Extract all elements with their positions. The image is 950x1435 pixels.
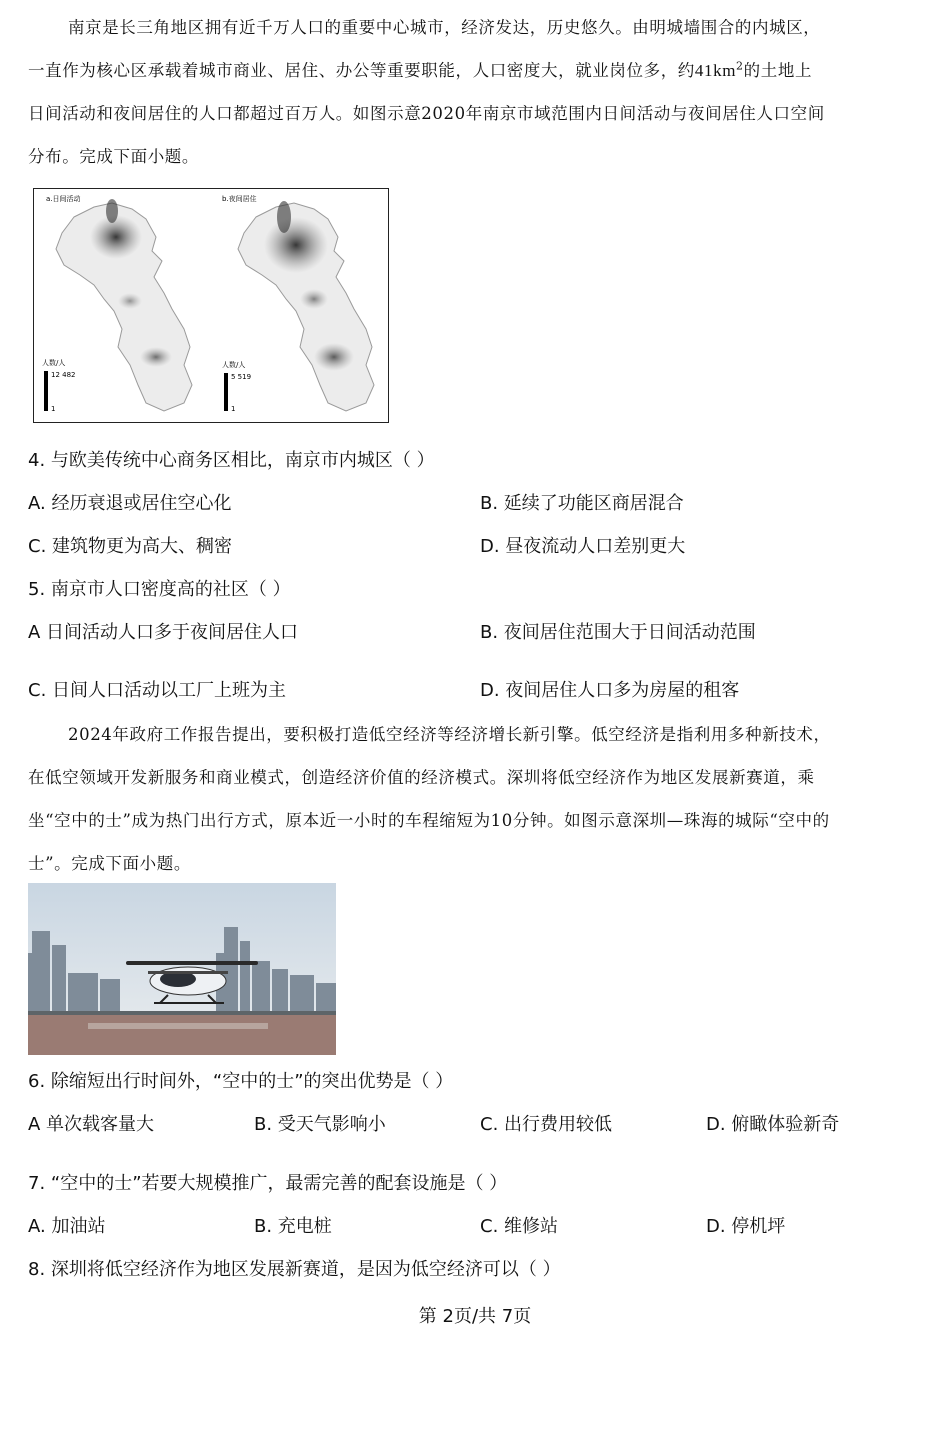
dense-area-b-main: [264, 217, 328, 273]
dense-area-b-mid: [300, 289, 328, 309]
legend-a-bar: [44, 371, 48, 411]
passage2-line2: 在低空领域开发新服务和商业模式，创造经济价值的经济模式。深圳将低空经济作为地区发展新赛道，乘: [28, 768, 815, 787]
q6-option-a[interactable]: A 单次载客量大: [28, 1114, 155, 1135]
q7-option-d[interactable]: D. 停机坪: [706, 1216, 786, 1237]
passage1-line4: 分布。完成下面小题。: [28, 147, 199, 166]
dense-area-a-main: [90, 215, 142, 259]
panel-b-title: b.夜间居住: [222, 195, 257, 203]
passage1-line1: 南京是长三角地区拥有近千万人口的重要中心城市，经济发达，历史悠久。由明城墙围合的内城区，: [68, 18, 821, 37]
q5-option-c[interactable]: C. 日间人口活动以工厂上班为主: [28, 680, 287, 701]
legend-b-min: 1: [231, 405, 236, 413]
dense-area-b-north: [277, 201, 291, 233]
passage2-line4: 士”。完成下面小题。: [28, 854, 191, 873]
passage1-line2-post: 的土地上: [743, 61, 813, 80]
legend-b-max: 5 519: [231, 373, 252, 381]
population-distribution-map: [33, 188, 389, 423]
area-superscript: 2: [736, 59, 744, 73]
population-map-svg: [34, 189, 388, 422]
legend-b-label: 人数/人: [222, 361, 246, 369]
legend-a-max: 12 482: [51, 371, 76, 379]
passage2-line1: 2024年政府工作报告提出，要积极打造低空经济等经济增长新引擎。低空经济是指利用多种新技术，: [68, 725, 831, 744]
q7-option-b[interactable]: B. 充电桩: [254, 1216, 332, 1237]
q4-stem: 4. 与欧美传统中心商务区相比，南京市内城区（ ）: [28, 450, 435, 471]
q4-option-a[interactable]: A. 经历衰退或居住空心化: [28, 493, 232, 514]
q5-option-d[interactable]: D. 夜间居住人口多为房屋的租客: [480, 680, 740, 701]
page-footer: 第 2页/共 7页: [418, 1306, 532, 1327]
passage1-line2: [28, 57, 812, 81]
dense-area-a-south: [140, 347, 172, 367]
q5-option-b[interactable]: B. 夜间居住范围大于日间活动范围: [480, 622, 756, 643]
passage1-line2-pre: 一直作为核心区承载着城市商业、居住、办公等重要职能，人口密度大，就业岗位多，约: [28, 61, 695, 80]
q5-stem: 5. 南京市人口密度高的社区（ ）: [28, 579, 291, 600]
passage1-line3: 日间活动和夜间居住的人口都超过百万人。如图示意2020年南京市域范围内日间活动与夜间居住人口空间: [28, 104, 825, 123]
dense-area-a-mid: [118, 293, 142, 309]
passage2-line3: 坐“空中的士”成为热门出行方式，原本近一小时的车程缩短为10分钟。如图示意深圳—珠海的城际“空中的: [28, 811, 830, 830]
air-taxi-photo: [28, 883, 336, 1055]
q4-option-d[interactable]: D. 昼夜流动人口差别更大: [480, 536, 686, 557]
q5-option-a[interactable]: A 日间活动人口多于夜间居住人口: [28, 622, 299, 643]
dense-area-a-north: [106, 199, 118, 223]
area-value: 41km: [694, 61, 737, 80]
q7-option-c[interactable]: C. 维修站: [480, 1216, 559, 1237]
q8-stem: 8. 深圳将低空经济作为地区发展新赛道，是因为低空经济可以（ ）: [28, 1259, 561, 1280]
legend-a-min: 1: [51, 405, 56, 413]
legend-a-label: 人数/人: [42, 359, 66, 367]
legend-b-bar: [224, 373, 228, 411]
q4-option-c[interactable]: C. 建筑物更为高大、稠密: [28, 536, 233, 557]
q6-stem: 6. 除缩短出行时间外，“空中的士”的突出优势是（ ）: [28, 1071, 454, 1092]
q7-option-a[interactable]: A. 加油站: [28, 1216, 106, 1237]
q4-option-b[interactable]: B. 延续了功能区商居混合: [480, 493, 684, 514]
q6-option-d[interactable]: D. 俯瞰体验新奇: [706, 1114, 840, 1135]
dense-area-b-south: [314, 343, 354, 371]
q6-option-c[interactable]: C. 出行费用较低: [480, 1114, 613, 1135]
q6-option-b[interactable]: B. 受天气影响小: [254, 1114, 386, 1135]
panel-a-title: a.日间活动: [46, 195, 81, 203]
q7-stem: 7. “空中的士”若要大规模推广，最需完善的配套设施是（ ）: [28, 1173, 508, 1194]
air-taxi-photo-svg: [28, 883, 336, 1055]
